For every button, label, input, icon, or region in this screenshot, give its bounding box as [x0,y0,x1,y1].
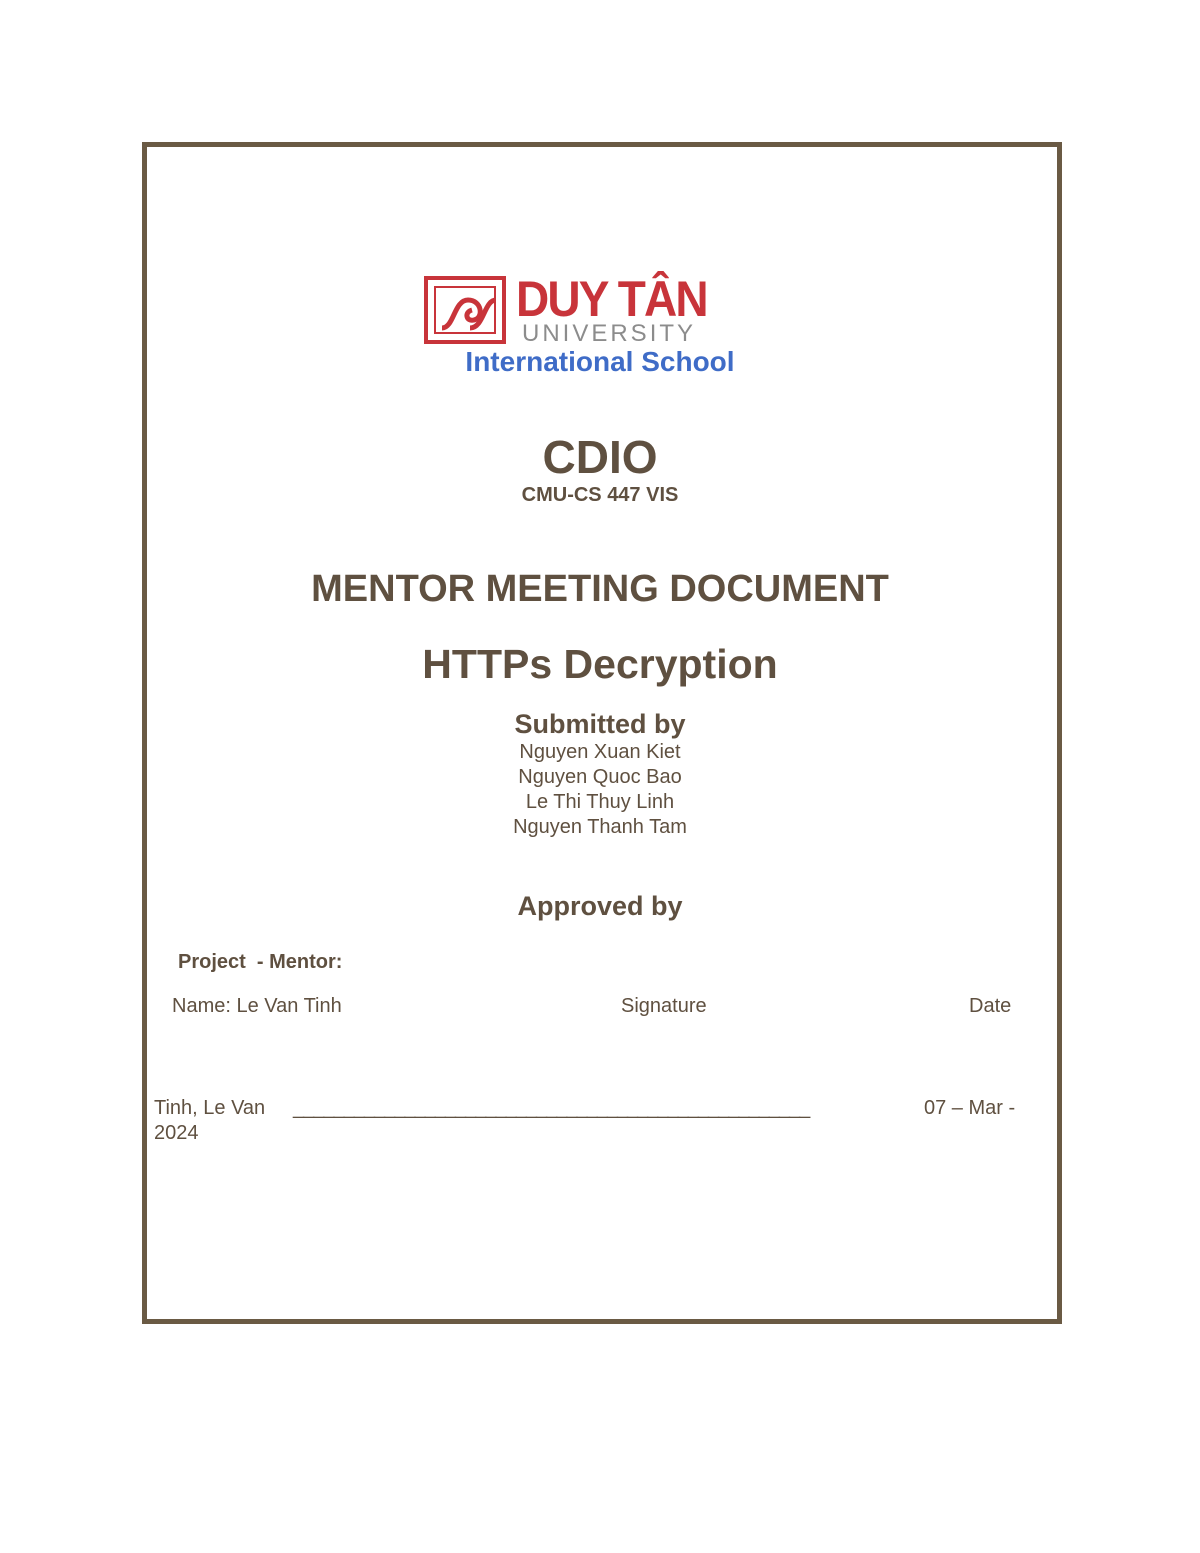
date-column: Date [969,995,1012,1017]
logo-emblem [424,276,506,344]
signature-line: ___________________________________________________ [293,1097,810,1119]
course-code: CMU-CS 447 VIS [521,484,679,506]
mentor-role-label: Project - Mentor: [178,951,343,973]
logo-university-word: UNIVERSITY [522,320,697,347]
approval-date-year: 2024 [154,1122,199,1144]
mentor-name-column: Name: Le Van Tinh [172,995,342,1017]
member-list [0,740,1200,840]
university-logo [424,271,724,351]
logo-university-name: DUY TÂN [516,271,707,327]
approved-by-heading: Approved by [517,891,683,921]
project-title: HTTPs Decryption [422,641,778,687]
logo-emblem-icon [436,288,502,340]
member-name: Le Thi Thuy Linh [525,791,675,813]
signer-name: Tinh, Le Van [154,1097,266,1119]
member-name: Nguyen Thanh Tam [513,816,687,838]
member-name: Nguyen Xuan Kiet [519,741,681,763]
document-title: MENTOR MEETING DOCUMENT [311,568,889,610]
signature-column: Signature [621,995,707,1017]
course-title: CDIO [542,431,658,483]
submitted-by-heading: Submitted by [514,709,686,739]
member-name: Nguyen Quoc Bao [518,766,682,788]
school-name: International School [465,346,735,377]
approval-date: 07 – Mar - [924,1097,1016,1119]
